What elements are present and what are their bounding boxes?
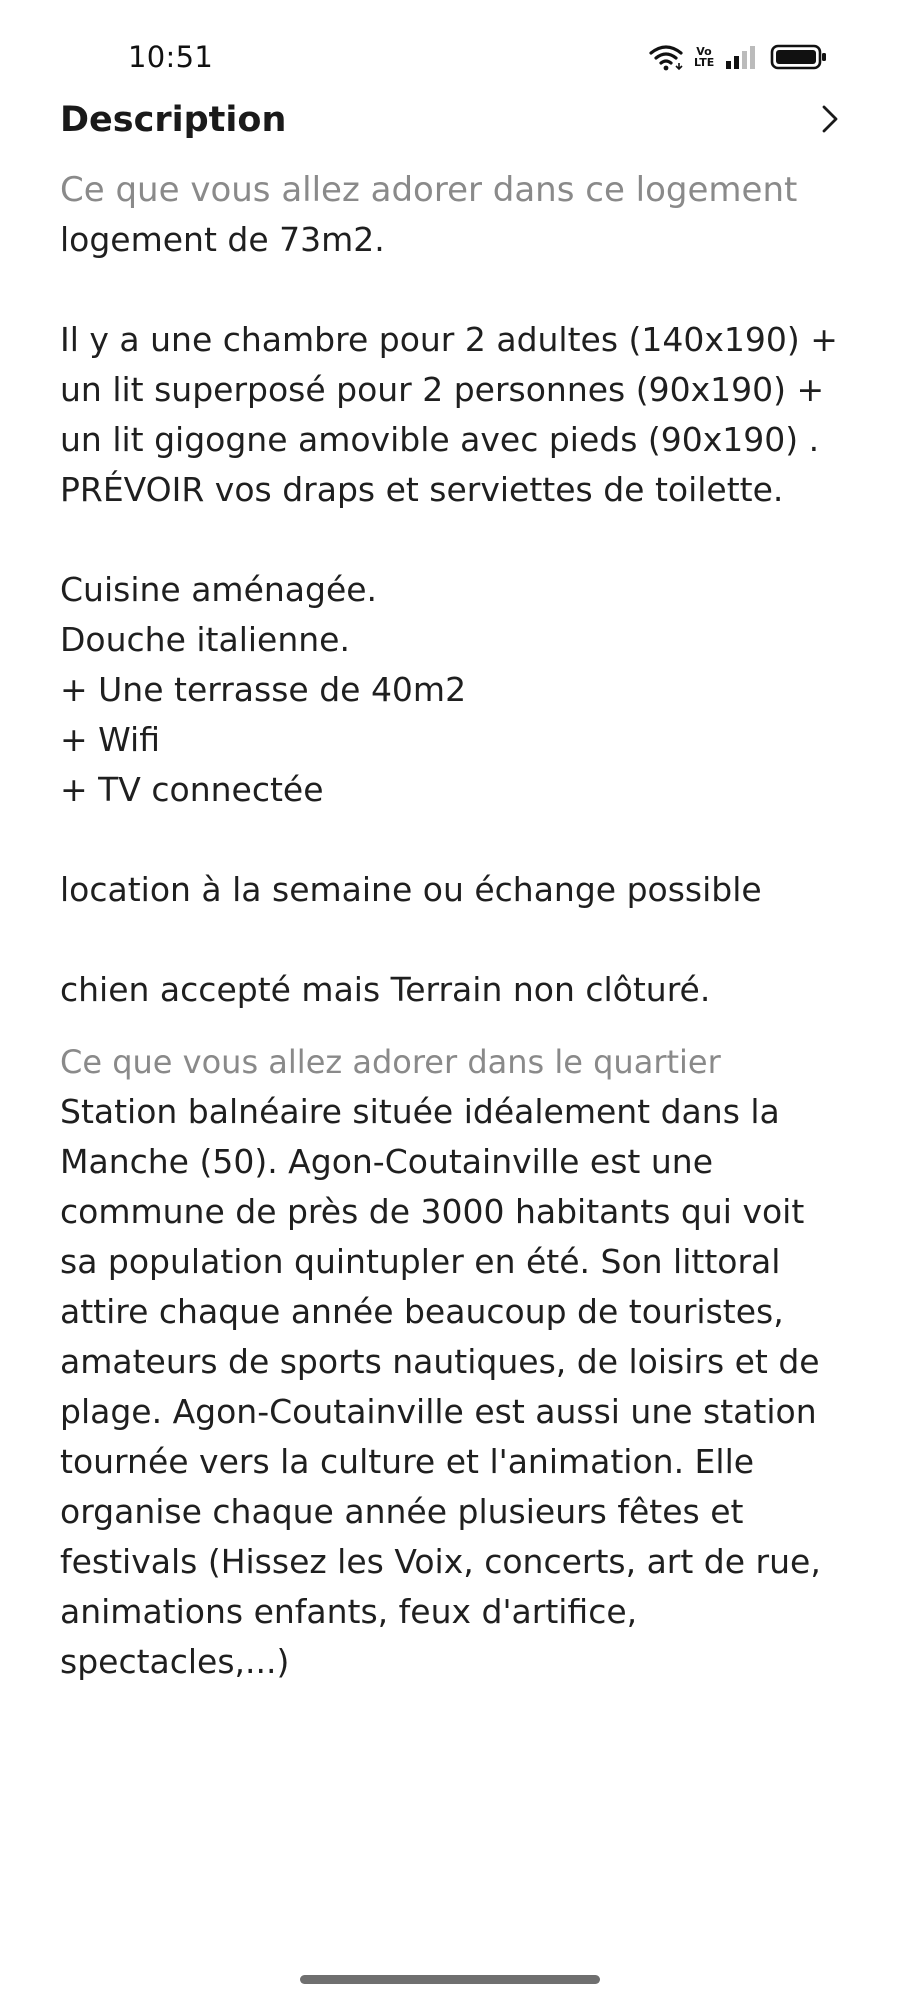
status-bar: [0, 0, 900, 110]
volte-indicator: [694, 46, 714, 68]
home-indicator[interactable]: [300, 1975, 600, 1984]
status-icons: [648, 42, 828, 72]
description-content: [60, 165, 850, 1687]
volte-line2: LTE: [694, 56, 715, 69]
neighborhood-section-body: Station balnéaire située idéalement dans la Manche (50). Agon-Coutainville est une commune de près de 3000 habitants qui voit sa population quintupler en été. Son littoral attire chaque année beaucoup de touristes, amateurs de sports nautiques, de loisirs et de plage. Agon-Coutainville est aussi une station tournée vers la culture et l'animation. Elle organise chaque année plusieurs fêtes et festivals (Hissez les Voix, concerts, art de rue, animations enfants, feux d'artifice, spectacles,...): [60, 1092, 821, 1681]
home-section-body: logement de 73m2. Il y a une chambre pour 2 adultes (140x190) + un lit superposé pour 2 personnes (90x190) + un lit gigogne amovible avec pieds (90x190) . PRÉVOIR vos draps et serviettes de toilette. Cuisine aménagée. Douche italienne. + Une terrasse de 40m2 + Wifi + TV connectée location à la semaine ou échange possible chien accepté mais Terrain non clôturé.: [60, 220, 838, 1009]
signal-icon: [724, 44, 760, 70]
battery-icon: [770, 43, 828, 71]
description-header[interactable]: [60, 95, 850, 145]
volte-line1: Vo: [696, 45, 712, 58]
status-time: 10:51: [128, 40, 214, 74]
page-title: Description: [60, 100, 287, 140]
neighborhood-section-heading: Ce que vous allez adorer dans le quartier: [60, 1043, 721, 1081]
wifi-icon: [648, 43, 684, 71]
chevron-right-icon[interactable]: [810, 99, 850, 139]
home-section-heading: Ce que vous allez adorer dans ce logement: [60, 170, 798, 210]
